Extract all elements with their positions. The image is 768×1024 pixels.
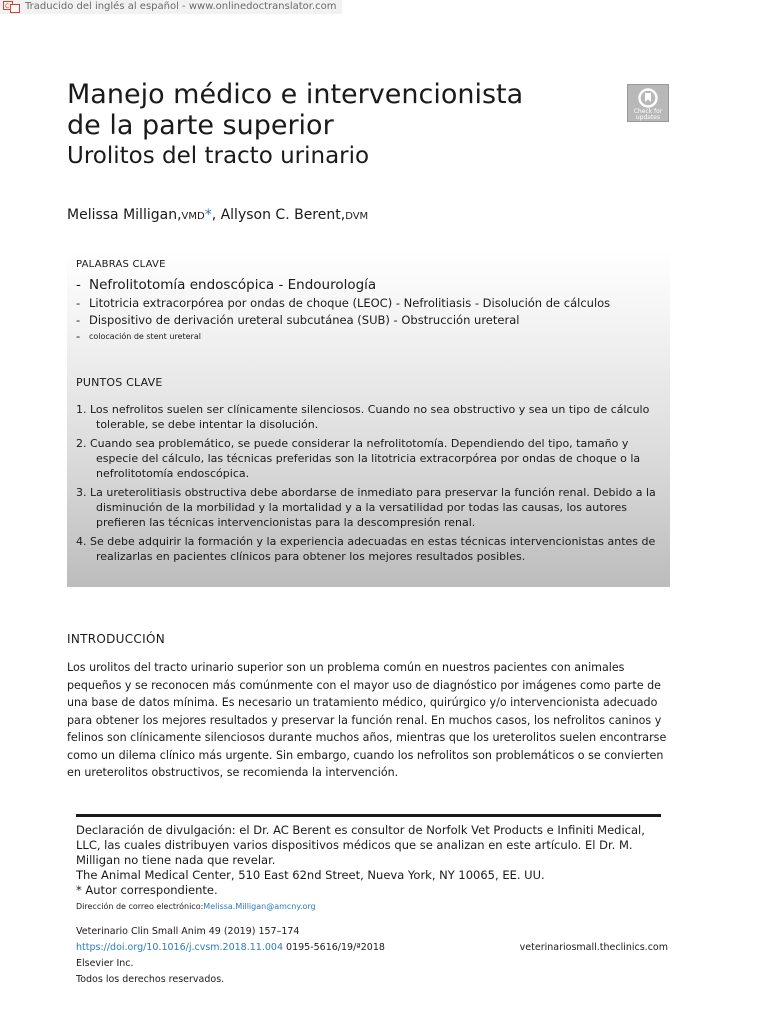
author-line — [67, 206, 368, 226]
author-name-2: , Allyson C. Berent, — [211, 207, 346, 223]
key-point-item: 2. Cuando sea problemático, se puede considerar la nefrolitotomía. Dependiendo del tipo, tamaño y especie del cálculo, las técnicas preferidas son la litotricia extracorpórea por ondas de choque o la nefrolitotomía endoscópica. — [76, 437, 641, 480]
badge-label: Check for updates — [633, 108, 663, 121]
author-degree-2: DVM — [345, 211, 369, 222]
email-link[interactable]: Melissa.Milligan@amcny.org — [203, 902, 316, 911]
footnotes — [76, 823, 666, 913]
introduction-heading: INTRODUCCIÓN — [67, 632, 165, 646]
affiliation-address: The Animal Medical Center, 510 East 62nd Street, Nueva York, NY 10065, EE. UU. — [76, 868, 545, 882]
title-line-1: Manejo médico e intervencionista — [67, 79, 524, 110]
citation-text: Veterinario Clin Small Anim 49 (2019) 157–174 — [76, 926, 300, 937]
footnote-divider — [76, 814, 661, 817]
introduction-paragraph: Los urolitos del tracto urinario superior son un problema común en nuestros pacientes con animales pequeños y se reconocen más comúnmente con el mayor uso de diagnóstico por imágenes como parte de una base de datos mínima. Es necesario un tratamiento médico, quirúrgico y/o intervencionista adecuado para obtener los mejores resultados y preservar la función renal. En muchos casos, los nefrolitos caninos y felinos son clínicamente silenciosos durante muchos años, mientras que los ureterolitos suelen encontrarse como un dilema clínico más urgente. Sin embargo, cuando los nefrolitos son problemáticos o se convierten en ureterolitos obstructivos, se recomienda la intervención. — [67, 661, 667, 779]
key-points-list — [76, 402, 656, 568]
keywords-heading: PALABRAS CLAVE — [76, 259, 166, 270]
translator-banner-text[interactable]: Traducido del inglés al español - www.onlinedoctranslator.com — [25, 1, 337, 12]
email-line — [76, 901, 666, 913]
title-line-2: de la parte superior — [67, 110, 334, 141]
check-for-updates-badge[interactable] — [627, 84, 669, 122]
corresponding-author-note: * Autor correspondiente. — [76, 883, 218, 897]
key-point-item: 4. Se debe adquirir la formación y la experiencia adecuadas en estas técnicas intervencionistas antes de realizarlas en pacientes clínicos para obtener los mejores resultados posibles. — [76, 535, 656, 563]
journal-website[interactable]: veterinariosmall.theclinics.com — [519, 942, 668, 953]
abstract-box — [67, 251, 670, 587]
keyword-item: - Dispositivo de derivación ureteral subcutánea (SUB) - Obstrucción ureteral — [76, 313, 520, 327]
svg-text:C: C — [5, 3, 10, 10]
issn-text: 0195-5616/19/ª2018 Elsevier Inc. — [76, 942, 385, 969]
article-title — [67, 79, 607, 172]
rights-text: Todos los derechos reservados. — [76, 974, 225, 985]
journal-citation — [76, 924, 406, 988]
bookmark-ring-icon — [637, 88, 659, 108]
doi-link[interactable]: https://doi.org/10.1016/j.cvsm.2018.11.004 — [76, 942, 283, 953]
key-points-heading: PUNTOS CLAVE — [76, 376, 163, 389]
author-degree-1: VMD — [181, 211, 205, 222]
corresponding-author-star[interactable]: * — [204, 207, 212, 223]
keyword-item: - Litotricia extracorpórea por ondas de choque (LEOC) - Nefrolitiasis - Disolución de cálculos — [76, 296, 611, 310]
disclosure-statement: Declaración de divulgación: el Dr. AC Berent es consultor de Norfolk Vet Products e Infiniti Medical, LLC, las cuales distribuyen varios dispositivos médicos que se analizan en este artículo. El Dr. M. Milligan no tiene nada que revelar. — [76, 823, 645, 867]
key-point-item: 3. La ureterolitiasis obstructiva debe abordarse de inmediato para preservar la función renal. Debido a la disminución de la morbilidad y la mortalidad y a la versatilidad por todas las causas, los autores prefieren las técnicas intervencionistas para la descompresión renal. — [76, 486, 656, 529]
title-line-3: Urolitos del tracto urinario — [67, 143, 370, 169]
translator-banner[interactable] — [0, 0, 342, 14]
translator-logo-icon — [3, 1, 21, 13]
keyword-item: - colocación de stent ureteral — [76, 329, 201, 343]
author-name-1: Melissa Milligan, — [67, 207, 182, 223]
keyword-item: - Nefrolitotomía endoscópica - Endourología — [76, 277, 377, 293]
email-label: Dirección de correo electrónico: — [76, 902, 204, 911]
key-point-item: 1. Los nefrolitos suelen ser clínicamente silenciosos. Cuando no sea obstructivo y sea un tipo de cálculo tolerable, se debe intentar la disolución. — [76, 403, 650, 431]
